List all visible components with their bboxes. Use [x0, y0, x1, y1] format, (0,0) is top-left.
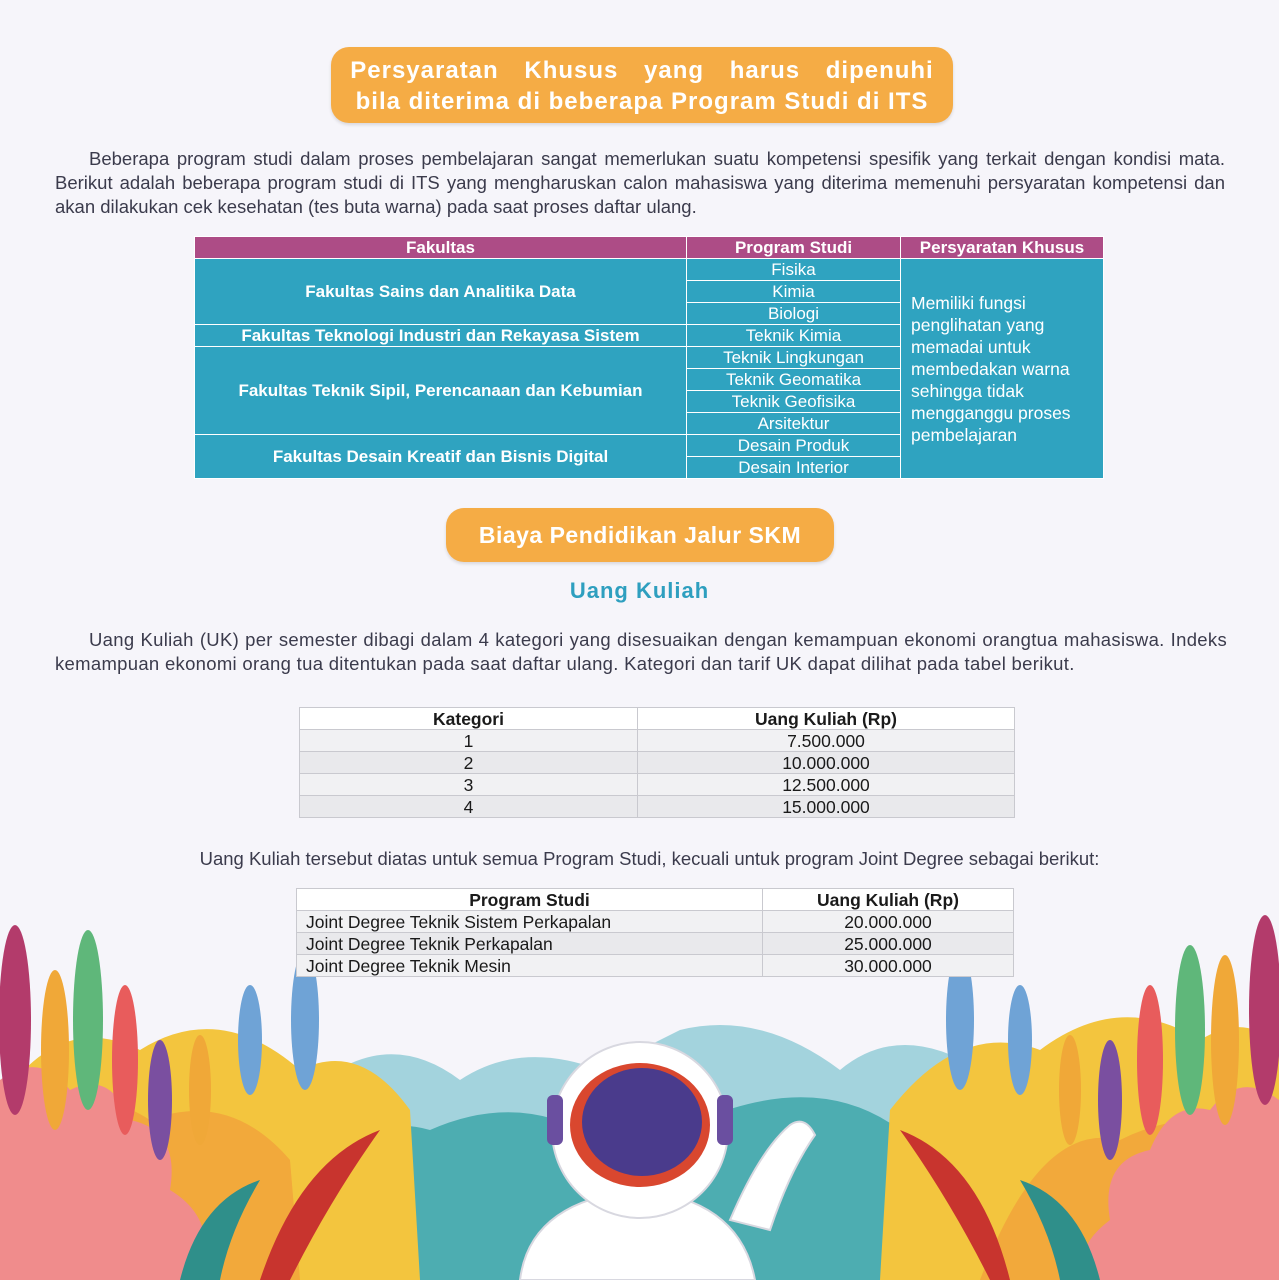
feather-plant [73, 930, 103, 1110]
fee-cell: 15.000.000 [638, 796, 1015, 818]
feather-plant [148, 1040, 172, 1160]
fee-cell: 7.500.000 [638, 730, 1015, 752]
fee-cell: 12.500.000 [638, 774, 1015, 796]
program-cell: Desain Produk [687, 435, 901, 457]
helmet-visor [582, 1068, 702, 1176]
fee-cell: 20.000.000 [763, 911, 1014, 933]
fee-cell: 30.000.000 [763, 955, 1014, 977]
program-cell: Desain Interior [687, 457, 901, 479]
requirements-intro-paragraph [55, 147, 1225, 219]
program-cell: Teknik Kimia [687, 325, 901, 347]
requirements-header-row [195, 237, 1104, 259]
feather-plant [112, 985, 138, 1135]
feather-plant [189, 1035, 211, 1145]
fee-cell: 10.000.000 [638, 752, 1015, 774]
program-cell: Joint Degree Teknik Mesin [297, 955, 763, 977]
program-cell: Teknik Geomatika [687, 369, 901, 391]
joint-degree-table [296, 888, 1014, 977]
table-row [300, 796, 1015, 818]
header-program-studi: Program Studi [297, 889, 763, 911]
faculty-cell: Fakultas Desain Kreatif dan Bisnis Digital [195, 435, 687, 479]
feather-plant [0, 925, 31, 1115]
section-title-fees: Biaya Pendidikan Jalur SKM [446, 508, 834, 562]
table-row [300, 774, 1015, 796]
feather-plant [1059, 1035, 1081, 1145]
table-row [300, 730, 1015, 752]
table-row [300, 752, 1015, 774]
program-cell: Joint Degree Teknik Perkapalan [297, 933, 763, 955]
program-cell: Joint Degree Teknik Sistem Perkapalan [297, 911, 763, 933]
header-fakultas: Fakultas [195, 237, 687, 259]
feather-plant [1137, 985, 1163, 1135]
helmet-ear-right [717, 1095, 733, 1145]
helmet-ear-left [547, 1095, 563, 1145]
uk-header-row [300, 708, 1015, 730]
requirements-intro-text: Beberapa program studi dalam proses pembelajaran sangat memerlukan suatu kompetensi spesifik yang terkait dengan kondisi mata. Berikut adalah beberapa program studi di ITS yang mengharuskan calon mahasiswa yang diterima memenuhi persyaratan kompetensi dan akan dilakukan cek kesehatan (tes buta warna) pada saat proses daftar ulang. [55, 148, 1225, 217]
faculty-cell: Fakultas Teknologi Industri dan Rekayasa Sistem [195, 325, 687, 347]
header-uang-kuliah: Uang Kuliah (Rp) [763, 889, 1014, 911]
header-persyaratan: Persyaratan Khusus [901, 237, 1104, 259]
program-cell: Kimia [687, 281, 901, 303]
requirement-cell: Memiliki fungsi penglihatan yang memadai untuk membedakan warna sehingga tidak mengganggu proses pembelajaran [901, 259, 1104, 479]
section-title-line-2: bila diterima di beberapa Program Studi di ITS [355, 88, 929, 115]
header-uang-kuliah: Uang Kuliah (Rp) [638, 708, 1015, 730]
subsection-title-uang-kuliah: Uang Kuliah [569, 578, 710, 603]
table-row [195, 259, 1104, 281]
feather-plant [1211, 955, 1239, 1125]
header-program-studi: Program Studi [687, 237, 901, 259]
category-cell: 2 [300, 752, 638, 774]
feather-plant [1175, 945, 1205, 1115]
table-row [297, 955, 1014, 977]
requirements-table [194, 236, 1104, 479]
fees-intro-text: Uang Kuliah (UK) per semester dibagi dalam 4 kategori yang disesuaikan dengan kemampuan ekonomi orangtua mahasiswa. Indeks kemampuan ekonomi orang tua ditentukan pada saat daftar ulang. Kategori dan tarif UK dapat dilihat pada tabel berikut. [55, 629, 1227, 674]
section-title-requirements [331, 47, 953, 123]
feather-plant [41, 970, 69, 1130]
program-cell: Biologi [687, 303, 901, 325]
feather-plant [238, 985, 262, 1095]
header-kategori: Kategori [300, 708, 638, 730]
program-cell: Arsitektur [687, 413, 901, 435]
program-cell: Teknik Lingkungan [687, 347, 901, 369]
section-title-line-1: Persyaratan Khusus yang harus dipenuhi [350, 57, 934, 84]
fee-cell: 25.000.000 [763, 933, 1014, 955]
faculty-cell: Fakultas Sains dan Analitika Data [195, 259, 687, 325]
category-cell: 3 [300, 774, 638, 796]
jd-header-row [297, 889, 1014, 911]
faculty-cell: Fakultas Teknik Sipil, Perencanaan dan Kebumian [195, 347, 687, 435]
fees-intro-paragraph [55, 628, 1227, 676]
program-cell: Fisika [687, 259, 901, 281]
table-row [297, 911, 1014, 933]
uk-category-table [299, 707, 1015, 818]
category-cell: 4 [300, 796, 638, 818]
joint-degree-note: Uang Kuliah tersebut diatas untuk semua Program Studi, kecuali untuk program Joint Degree sebagai berikut: [199, 848, 1100, 869]
table-row [297, 933, 1014, 955]
program-cell: Teknik Geofisika [687, 391, 901, 413]
category-cell: 1 [300, 730, 638, 752]
feather-plant [1098, 1040, 1122, 1160]
feather-plant [1008, 985, 1032, 1095]
